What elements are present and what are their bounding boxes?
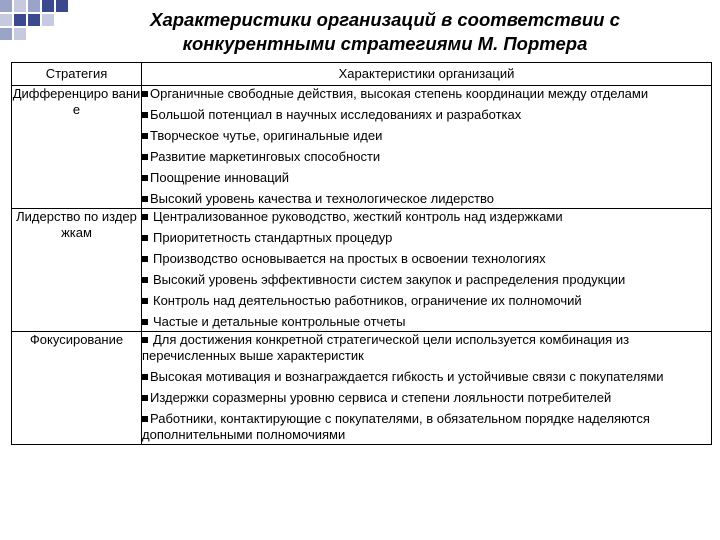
list-item: Высокий уровень качества и технологическое лидерство [142,191,711,207]
square-bullet-icon [142,319,148,325]
list-item: Для достижения конкретной стратегической цели используется комбинация из перечисленных выше характеристик [142,332,630,363]
list-item: Высокая мотивация и вознаграждается гибкость и устойчивые связи с покупателями [142,369,711,385]
page-title: Характеристики организаций в соответствии с конкурентными стратегиями М. Портера [150,9,620,54]
square-bullet-icon [142,256,148,262]
table-row [12,332,712,445]
strategy-cost-leadership: Лидерство по издержкам [12,209,142,332]
list-item: Контроль над деятельностью работников, ограничение их полномочий [142,293,711,309]
square-bullet-icon [142,133,148,139]
table-header-row [12,63,712,86]
characteristics-cell [142,332,712,445]
square-bullet-icon [142,175,148,181]
square-bullet-icon [142,298,148,304]
strategy-differentiation: Дифференциро вание [12,86,142,209]
list-item: Работники, контактирующие с покупателями, в обязательном порядке наделяются дополнительными полномочиями [142,411,650,442]
list-item: Поощрение инноваций [142,170,711,186]
table-row [12,209,712,332]
square-bullet-icon [142,374,148,380]
square-bullet-icon [142,337,148,343]
list-item: Производство основывается на простых в освоении технологиях [142,251,711,267]
characteristics-cell [142,209,712,332]
square-bullet-icon [142,91,148,97]
list-item: Большой потенциал в научных исследованиях и разработках [142,107,711,123]
square-bullet-icon [142,214,148,220]
characteristics-cell [142,86,712,209]
list-item: Высокий уровень эффективности систем закупок и распределения продукции [142,272,711,288]
square-bullet-icon [142,154,148,160]
square-bullet-icon [142,416,148,422]
list-item: Творческое чутье, оригинальные идеи [142,128,711,144]
table-row [12,86,712,209]
list-item: Развитие маркетинговых способности [142,149,711,165]
square-bullet-icon [142,235,148,241]
header-characteristics: Характеристики организаций [142,63,712,86]
list-item: Органичные свободные действия, высокая степень координации между отделами [142,86,711,102]
header-strategy: Стратегия [12,63,142,86]
strategy-focus: Фокусирование [12,332,142,445]
square-bullet-icon [142,395,148,401]
list-item: Издержки соразмерны уровню сервиса и степени лояльности потребителей [142,390,711,406]
square-bullet-icon [142,196,148,202]
decorative-squares [0,0,90,50]
square-bullet-icon [142,277,148,283]
list-item: Централизованное руководство, жесткий контроль над издержками [142,209,711,225]
list-item: Приоритетность стандартных процедур [142,230,711,246]
square-bullet-icon [142,112,148,118]
list-item: Частые и детальные контрольные отчеты [142,314,711,330]
strategies-table [11,62,712,445]
